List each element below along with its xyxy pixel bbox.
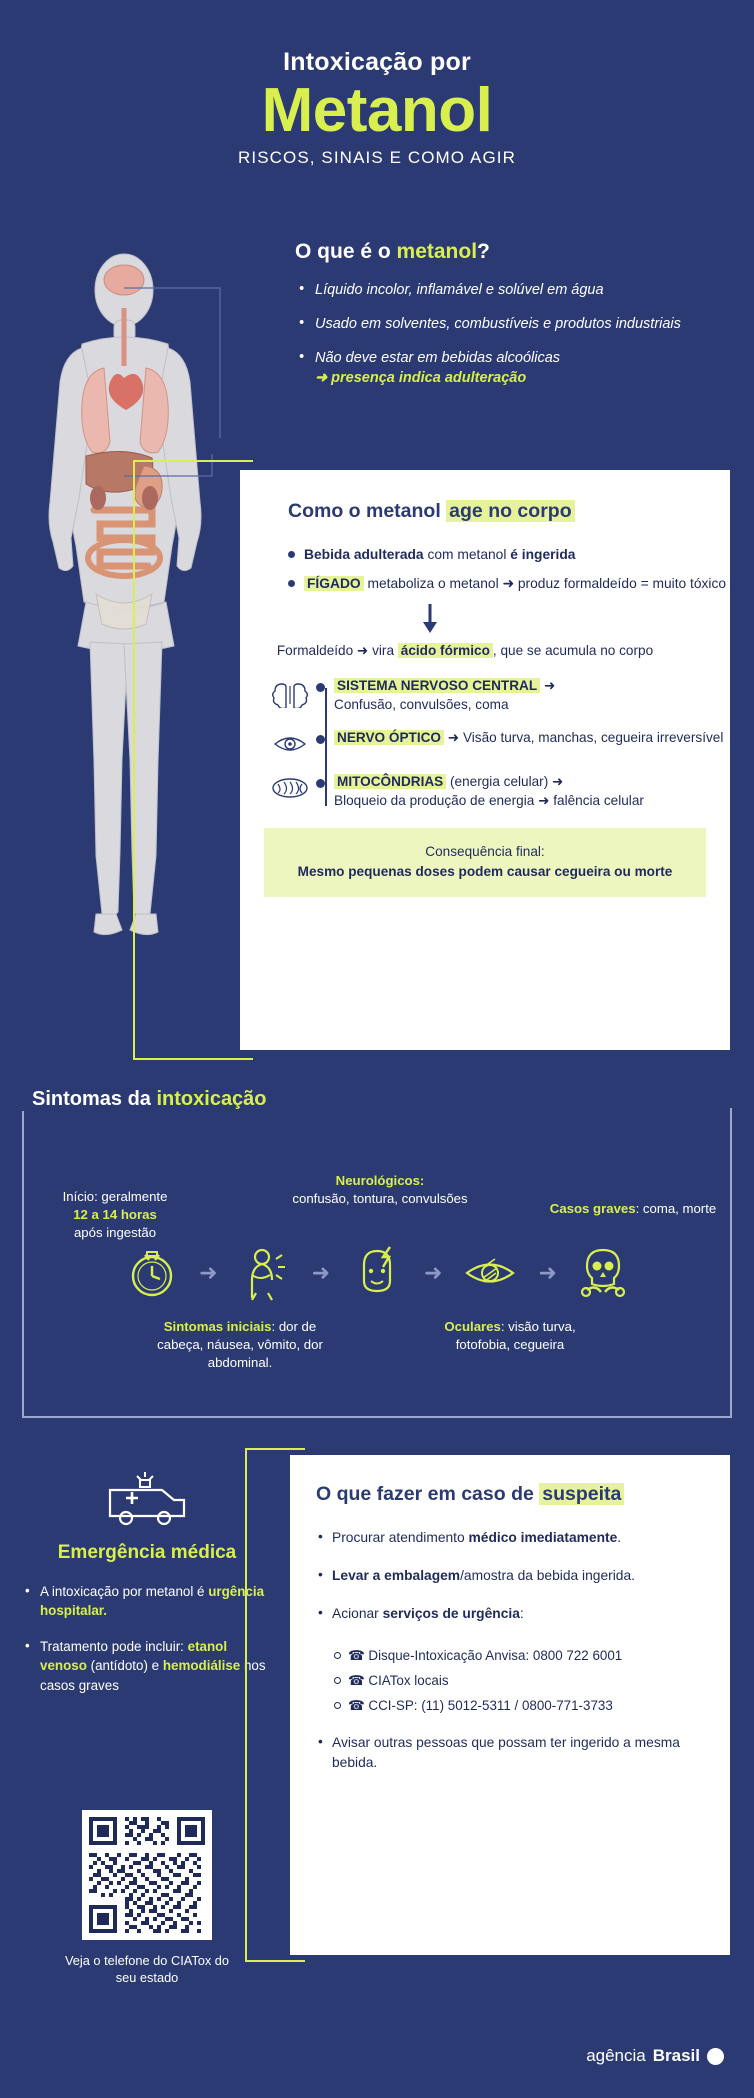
emergency-section — [22, 1470, 272, 1711]
emergency-item-0-pre: A intoxicação por metanol é — [40, 1584, 209, 1599]
emergency-item-1-hl2: hemodiálise — [162, 1658, 241, 1674]
step1-pre: Bebida adulterada — [304, 547, 424, 562]
header-subtitle: RISCOS, SINAIS E COMO AGIR — [238, 148, 516, 168]
symptom-timeline-icons — [0, 1238, 754, 1308]
mechanism-card — [240, 470, 730, 1050]
intro-list — [295, 280, 715, 388]
what-to-do-heading — [316, 1483, 704, 1506]
list-item — [316, 1566, 704, 1586]
organ-text-optic — [334, 728, 723, 747]
neuro-highlight: Neurológicos: — [335, 1173, 425, 1188]
human-anatomy-figure — [20, 248, 260, 968]
formaldehyde-highlight: ácido fórmico — [398, 643, 493, 658]
onset-highlight: 12 a 14 horas — [73, 1206, 157, 1222]
symptom-caption-initial — [140, 1318, 340, 1371]
step1-post: é ingerida — [510, 547, 576, 562]
severe-text: : coma, morte — [635, 1201, 717, 1216]
qr-code[interactable] — [82, 1810, 212, 1940]
intro-heading-post: ? — [477, 240, 490, 263]
emergency-list — [22, 1582, 272, 1695]
what-to-do-heading-pre: O que fazer em caso de — [316, 1483, 540, 1505]
organ-row-optic — [264, 728, 730, 758]
list-item — [316, 1604, 704, 1715]
mechanism-step-2 — [288, 574, 730, 593]
qr-caption: Veja o telefone do CIATox do seu estado — [64, 1953, 230, 1986]
organ-desc: Confusão, convulsões, coma — [334, 696, 509, 712]
person-pain-icon — [238, 1245, 292, 1301]
bullet-dot — [316, 735, 325, 744]
arrow-right-icon: ➜ — [424, 1260, 443, 1285]
organ-text-mitochondria — [334, 772, 644, 810]
list-item: ☎ CIATox locais — [332, 1671, 704, 1690]
wtd-1-bold: Levar a embalagem — [332, 1568, 461, 1583]
page-header — [0, 0, 754, 168]
brand-part1: agência — [586, 2046, 646, 2065]
emergency-item-1-post2: nos casos graves — [40, 1658, 266, 1693]
organ-row-cns — [264, 676, 730, 714]
emergency-heading: Emergência médica — [57, 1542, 237, 1563]
ambulance-icon-wrap — [22, 1470, 272, 1530]
mechanism-heading — [288, 500, 730, 523]
brand-logo — [586, 2046, 724, 2066]
formaldehyde-pre: Formaldeído ➜ vira — [276, 642, 398, 658]
initial-text: : dor de cabeça, náusea, vômito, dor abdominal. — [157, 1319, 323, 1370]
list-item — [316, 1733, 704, 1773]
conclusion-text: Mesmo pequenas doses podem causar cegueira ou morte — [297, 864, 673, 880]
emergency-item-1-hl: etanol venoso — [40, 1638, 228, 1674]
list-item — [295, 280, 715, 300]
organ-title: SISTEMA NERVOSO CENTRAL — [334, 678, 540, 693]
organ-text-cns — [334, 676, 555, 714]
arrow-down-icon — [421, 604, 439, 634]
symptom-caption-ocular — [420, 1318, 600, 1354]
list-item — [316, 1528, 704, 1548]
symptoms-heading-highlight: intoxicação — [156, 1088, 267, 1110]
wtd-0-pre: Procurar atendimento — [332, 1530, 469, 1545]
initial-highlight: Sintomas iniciais — [163, 1319, 272, 1334]
intro-item-text: Não deve estar em bebidas alcoólicas — [315, 350, 561, 366]
what-to-do-list — [316, 1528, 704, 1773]
wtd-0-bold: médico imediatamente — [468, 1530, 618, 1545]
arrow-right-icon: ➜ — [538, 1260, 557, 1285]
symptom-caption-severe — [548, 1200, 718, 1218]
formaldehyde-line — [270, 641, 660, 660]
symptom-caption-onset — [40, 1188, 190, 1241]
conclusion-box — [264, 828, 706, 897]
organ-arrow: ➜ — [543, 677, 556, 693]
anatomy-illustration — [20, 248, 260, 968]
emergency-phone-list — [332, 1646, 704, 1715]
organ-effects-list — [264, 676, 730, 810]
intro-item-arrow-note: ➜ presença indica adulteração — [315, 370, 527, 386]
clock-icon — [125, 1246, 179, 1300]
mechanism-step-1 — [288, 545, 730, 564]
emergency-item-1-pre: Tratamento pode incluir: — [40, 1638, 188, 1654]
list-item — [295, 314, 715, 334]
symptom-caption-neuro — [290, 1172, 470, 1208]
list-item — [22, 1582, 272, 1621]
severe-highlight: Casos graves — [549, 1201, 636, 1216]
bullet-dot — [316, 683, 325, 692]
flow-arrow-down — [240, 604, 620, 639]
ocular-text: : visão turva, fotofobia, cegueira — [455, 1319, 576, 1352]
wtd-0-post: . — [617, 1530, 622, 1545]
intro-item-text: Usado em solventes, combustíveis e produtos industriais — [315, 316, 681, 332]
onset-line2: após ingestão — [73, 1224, 157, 1240]
bullet-dot — [316, 779, 325, 788]
organ-arrow: ➜ — [447, 729, 460, 745]
mechanism-steps — [288, 545, 730, 594]
symptoms-heading — [22, 1088, 277, 1111]
intro-item-text: Líquido incolor, inflamável e solúvel em água — [315, 282, 604, 298]
skull-icon — [577, 1246, 629, 1300]
organ-row-mitochondria — [264, 772, 730, 810]
mechanism-heading-highlight: age no corpo — [446, 500, 574, 522]
what-to-do-card — [290, 1455, 730, 1955]
symptoms-heading-pre: Sintomas da — [32, 1088, 157, 1110]
arrow-right-icon: ➜ — [311, 1260, 330, 1285]
page-title: Metanol — [261, 76, 493, 145]
brand-part2: Brasil — [652, 2046, 700, 2065]
head-neuro-icon — [350, 1245, 404, 1301]
organ-desc: Bloqueio da produção de energia ➜ falência celular — [334, 792, 644, 808]
list-item: ☎ CCI-SP: (11) 5012-5311 / 0800-771-3733 — [332, 1696, 704, 1715]
step1-mid: com metanol — [423, 547, 511, 562]
intro-heading — [295, 240, 715, 264]
qr-code-image — [89, 1817, 205, 1933]
wtd-2-pre: Acionar — [332, 1606, 383, 1621]
intro-section — [295, 240, 715, 402]
mitochondria-icon — [264, 772, 316, 802]
neuro-text: confusão, tontura, convulsões — [292, 1190, 468, 1206]
intro-heading-pre: O que é o — [295, 240, 397, 263]
ambulance-icon — [104, 1470, 190, 1530]
mechanism-heading-pre: Como o metanol — [288, 500, 447, 522]
emergency-item-1-post: (antídoto) e — [86, 1658, 163, 1674]
organ-arrow: (energia celular) ➜ — [450, 773, 564, 789]
onset-line1: Início: geralmente — [62, 1189, 168, 1204]
arrow-right-icon: ➜ — [199, 1260, 218, 1285]
formaldehyde-post: , que se acumula no corpo — [492, 642, 654, 658]
brain-icon — [264, 676, 316, 708]
intro-heading-highlight: metanol — [396, 240, 478, 263]
list-item: ☎ Disque-Intoxicação Anvisa: 0800 722 6001 — [332, 1646, 704, 1665]
eye-icon — [264, 728, 316, 758]
wtd-3-pre: Avisar outras pessoas que possam ter ingerido a mesma bebida. — [332, 1735, 680, 1771]
step2-highlight: FÍGADO — [304, 576, 364, 591]
list-item — [22, 1637, 272, 1695]
step2-text: metaboliza o metanol ➜ produz formaldeído = muito tóxico — [363, 576, 727, 592]
eye-blurred-icon — [462, 1253, 518, 1293]
organ-title: NERVO ÓPTICO — [334, 730, 444, 745]
ocular-highlight: Oculares — [444, 1319, 501, 1334]
header-line1: Intoxicação por — [283, 48, 471, 76]
organ-desc: Visão turva, manchas, cegueira irreversível — [462, 729, 724, 745]
wtd-1-post: /amostra da bebida ingerida. — [460, 1568, 635, 1583]
wtd-2-bold: serviços de urgência — [382, 1606, 520, 1621]
what-to-do-heading-highlight: suspeita — [539, 1483, 624, 1505]
brand-circle-icon — [707, 2048, 724, 2065]
conclusion-label: Consequência final: — [425, 843, 545, 859]
list-item — [295, 348, 715, 388]
organ-title: MITOCÔNDRIAS — [334, 774, 446, 789]
emergency-item-0-hl: urgência hospitalar. — [40, 1584, 265, 1619]
qr-block — [62, 1810, 232, 1987]
wtd-2-post: : — [519, 1606, 524, 1621]
